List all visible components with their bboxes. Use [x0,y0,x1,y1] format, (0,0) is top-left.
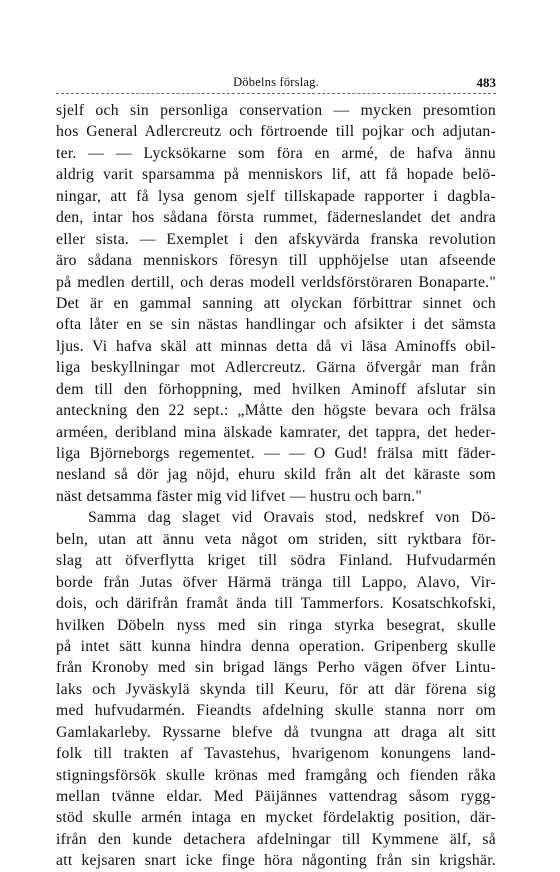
text-line: stöd skulle armén intaga en mycket fördelaktig position, där- [56,809,496,827]
text-line: borde från Jutas öfver Härmä tränga till Lappo, Alavo, Vir- [56,573,496,591]
text-line: ofta låter en se sin nästas handlingar och afsikter i det sämsta [56,316,496,334]
text-line: liga Björneborgs regementet. — — O Gud! frälsa mitt fäder- [56,445,496,462]
text-line: på medlen dertill, och deras modell verldsförstöraren Bonaparte." [56,273,496,291]
page-number: 483 [476,75,496,90]
text-line: mellan tvänne eldar. Med Päijännes vattendrag såsom rygg- [56,788,496,805]
text-line: laks och Jyväskylä skynda till Keuru, för att där förena sig [56,680,496,698]
text-line: med hufvudarmén. Fieandts afdelning skulle stanna norr om [56,702,496,720]
text-line: Gamlakarleby. Ryssarne blefve då tvungna att draga alt sitt [56,723,496,741]
text-line: hos General Adlercreutz och förtroende till pojkar och adjutan- [56,123,496,141]
body-text [56,100,496,872]
text-line: ningar, att få lysa genom sjelf tillskapade rapporter i dagbla- [56,187,496,205]
header-rule [56,93,496,94]
text-line: arméen, deribland mina älskade kamrater, det tappra, det heder- [56,423,496,441]
running-title: Döbelns förslag. [233,75,319,89]
page-header [56,75,496,93]
text-line: från Kronoby med sin brigad längs Perho vägen öfver Lintu- [56,659,496,677]
text-line: på intet sätt kunna hindra denna operation. Gripenberg skulle [56,637,496,655]
text-line: äro sådana menniskors föresyn till upphöjelse utan afseende [56,252,496,270]
text-line: aldrig varit sparsamma på menniskors lif, att få hopade belö- [56,166,496,184]
text-line: Det är en gammal sanning att olyckan förbittrar sinnet och [56,294,496,312]
text-line: ter. — — Lycksökarne som föra en armé, de hafva ännu [56,144,496,162]
text-line: hvilken Döbeln nyss med sin ringa styrka besegrat, skulle [56,616,496,634]
text-line: ifrån den kunde detachera afdelningar till Kymmene älf, så [56,830,496,848]
text-line: näst detsamma fäster mig vid lifvet — hustru och barn." [56,487,423,505]
text-line: liga beskyllningar mot Adlercreutz. Gärna öfvergår man från [56,359,496,377]
text-line: eller sista. — Exemplet i den afskyvärda franska revolution [56,230,496,248]
text-line: Samma dag slaget vid Oravais stod, nedskref von Dö- [88,509,496,527]
text-line: beln, utan att ännu veta något om striden, sitt ryktbara för- [56,530,496,548]
text-line: dem till den förhoppning, med hvilken Aminoff afslutar sin [56,380,496,398]
text-line: nesland så dör jag nöjd, ehuru skild från alt det käraste som [56,466,496,484]
paragraph [56,507,496,871]
text-line: den, intar hos sådana första rummet, fäderneslandet det andra [56,209,496,227]
text-line: slag att öfverflytta kriget till södra Finland. Hufvudarmén [56,552,496,570]
text-line: stigningsförsök skulle krönas med framgång och fienden råka [56,766,496,784]
text-line: folk till trakten af Tavastehus, hvarigenom konungens land- [56,745,496,763]
text-line: anteckning den 22 sept.: „Måtte den högste bevara och frälsa [56,402,496,420]
text-line: att kejsaren snart icke finge höra någonting från sin krigshär. [56,852,496,870]
paragraph [56,100,496,507]
text-line: dois, och därifrån framåt ända till Tammerfors. Kosatschkofski, [56,595,496,613]
text-line: ljus. Vi hafva skäl att minnas detta då vi läsa Aminoffs obil- [56,337,496,355]
text-line: sjelf och sin personliga conservation — mycken presomtion [56,102,496,119]
